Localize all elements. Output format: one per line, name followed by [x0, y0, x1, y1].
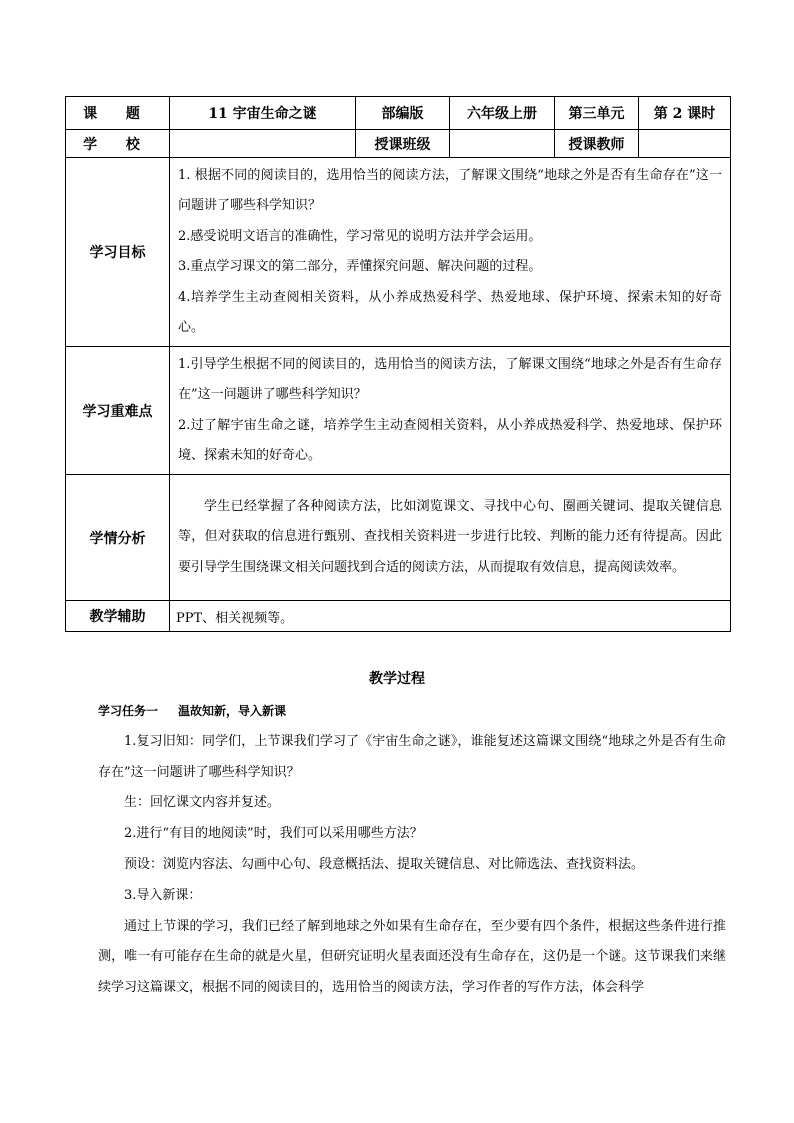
key-point-item: 1.引导学生根据不同的阅读目的，选用恰当的阅读方法，了解课文围绕“地球之外是否有生命存在”这一问题讲了哪些科学知识？: [178, 356, 722, 402]
grade: 六年级上册: [450, 97, 555, 130]
aids-label: 教学辅助: [66, 601, 170, 632]
analysis-text: 学生已经掌握了各种阅读方法，比如浏览课文、寻找中心句、圈画关键词、提取关键信息等，但对获取的信息进行甄别、查找相关资料进一步进行比较、判断的能力还有待提高。因此要引导学生围绕课文相关问题找到合适的阅读方法，从而提取有效信息，提高阅读效率。: [178, 498, 722, 575]
analysis-row: [66, 475, 731, 601]
process-body: [98, 696, 726, 1004]
objective-item: 1. 根据不同的阅读目的，选用恰当的阅读方法，了解课文围绕“地球之外是否有生命存在”这一问题讲了哪些科学知识？: [178, 167, 722, 213]
class-value: [450, 130, 555, 158]
objective-item: 4.培养学生主动查阅相关资料，从小养成热爱科学、热爱地球、保护环境、探索未知的好奇心。: [178, 289, 722, 335]
objective-item: 3.重点学习课文的第二部分，弄懂探究问题、解决问题的过程。: [178, 259, 542, 274]
process-title: 教学过程: [369, 671, 425, 687]
class-label: 授课班级: [356, 130, 450, 158]
edition: 部编版: [356, 97, 450, 130]
lesson-title: 11 宇宙生命之谜: [170, 97, 356, 130]
paragraph: 生：回忆课文内容并复述。: [124, 795, 281, 811]
objectives-label: 学习目标: [66, 158, 170, 347]
subject-label: 课 题: [66, 97, 170, 130]
paragraph: 1.复习旧知：同学们，上节课我们学习了《宇宙生命之谜》，谁能复述这篇课文围绕“地球之外是否有生命存在”这一问题讲了哪些科学知识？: [98, 733, 726, 780]
paragraph: 2.进行“有目的地阅读”时，我们可以采用哪些方法？: [124, 826, 423, 842]
teacher-label: 授课教师: [555, 130, 639, 158]
unit: 第三单元: [555, 97, 639, 130]
lesson-info-table: [65, 96, 731, 632]
objective-item: 2.感受说明文语言的准确性，学习常见的说明方法并学会运用。: [178, 228, 542, 244]
task-title: 温故知新，导入新课: [178, 704, 287, 718]
key-points-label: 学习重难点: [66, 347, 170, 475]
school-value: [170, 130, 356, 158]
aids-content: PPT、相关视频等。: [170, 601, 731, 632]
key-points-content: [170, 347, 731, 475]
analysis-label: 学情分析: [66, 475, 170, 601]
school-label: 学 校: [66, 130, 170, 158]
title-row: [66, 97, 731, 130]
key-points-row: [66, 347, 731, 475]
objectives-row: [66, 158, 731, 347]
teacher-value: [639, 130, 731, 158]
aids-row: [66, 601, 731, 632]
paragraph: 预设：浏览内容法、勾画中心句、段意概括法、提取关键信息、对比筛选法、查找资料法。: [124, 856, 645, 872]
period: 第 2 课时: [639, 97, 731, 130]
paragraph: 通过上节课的学习，我们已经了解到地球之外如果有生命存在，至少要有四个条件，根据这些条件进行推测，唯一有可能存在生命的就是火星，但研究证明火星表面还没有生命存在，这仍是一个谜。这节课我们来继续学习这篇课文，根据不同的阅读目的，选用恰当的阅读方法，学习作者的写作方法，体会科学: [98, 918, 726, 996]
analysis-content: [170, 475, 731, 601]
objectives-content: [170, 158, 731, 347]
paragraph: 3.导入新课：: [124, 887, 202, 903]
task-label: 学习任务一: [98, 704, 159, 718]
key-point-item: 2.过了解宇宙生命之谜，培养学生主动查阅相关资料，从小养成热爱科学、热爱地球、保护环境、探索未知的好奇心。: [178, 417, 722, 463]
task-heading: [98, 696, 726, 727]
school-row: [66, 130, 731, 158]
